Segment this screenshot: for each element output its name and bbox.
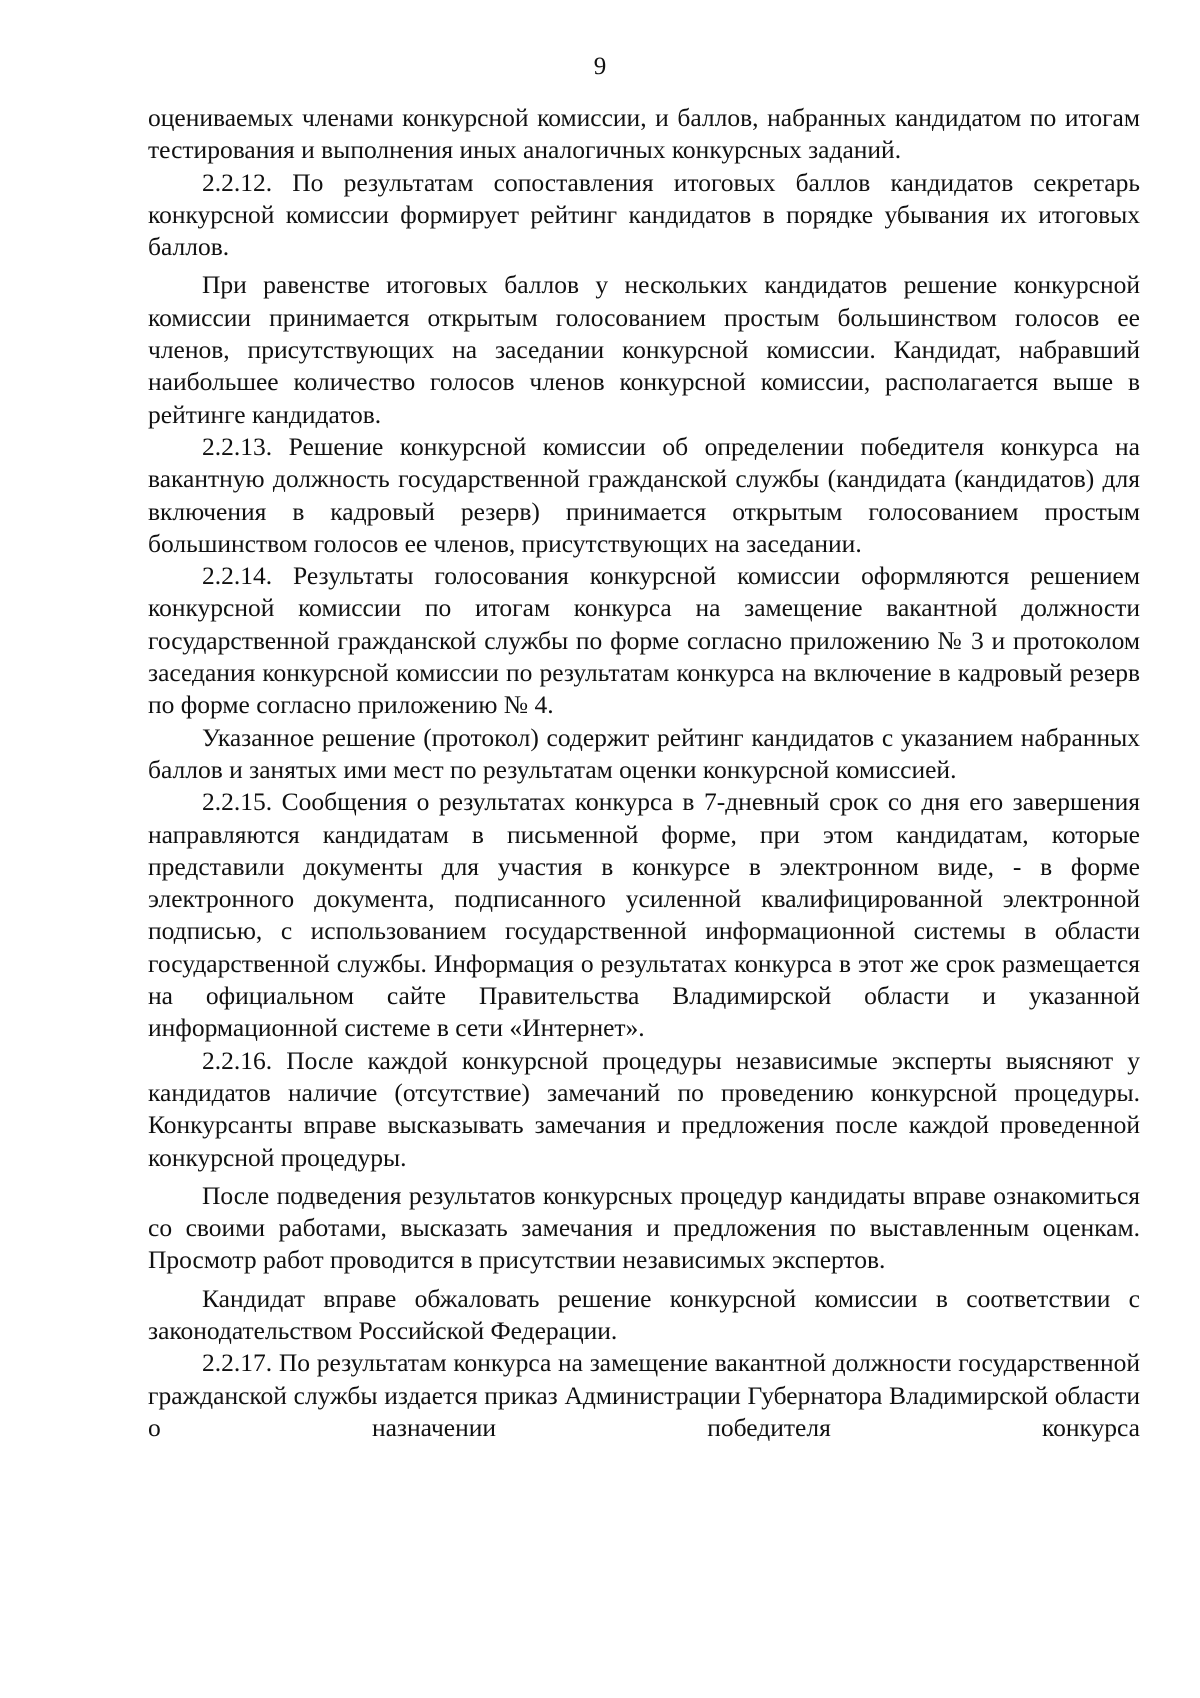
paragraph-2-2-13: 2.2.13. Решение конкурсной комиссии об определении победителя конкурса на вакантную должность государственной гражданской службы (кандидата (кандидатов) для включения в кадровый резерв) принимается открытым голосованием простым большинством голосов ее членов, присутствующих на заседании. [148, 431, 1140, 558]
paragraph-2-2-14: 2.2.14. Результаты голосования конкурсной комиссии оформляются решением конкурсной комиссии по итогам конкурса на замещение вакантной должности государственной гражданской службы по форме согласно приложению № 3 и протоколом заседания конкурсной комиссии по результатам конкурса на включение в кадровый резерв по форме согласно приложению № 4. [148, 561, 1140, 720]
paragraph-2-2-12: 2.2.12. По результатам сопоставления итоговых баллов кандидатов секретарь конкурсной комиссии формирует рейтинг кандидатов в порядке убывания их итоговых баллов. [148, 167, 1140, 262]
paragraph-rating-protocol: Указанное решение (протокол) содержит рейтинг кандидатов с указанием набранных баллов и занятых ими мест по результатам оценки конкурсной комиссией. [148, 722, 1140, 784]
paragraph-appeal: Кандидат вправе обжаловать решение конкурсной комиссии в соответствии с законодательством Российской Федерации. [148, 1283, 1140, 1345]
paragraph-review-works: После подведения результатов конкурсных процедур кандидаты вправе ознакомиться со своими работами, высказать замечания и предложения по выставленным оценкам. Просмотр работ проводится в присутствии независимых экспертов. [148, 1180, 1140, 1275]
paragraph-equal-scores: При равенстве итоговых баллов у нескольких кандидатов решение конкурсной комиссии принимается открытым голосованием простым большинством голосов ее членов, присутствующих на заседании конкурсной комиссии. Кандидат, набравший наибольшее количество голосов членов конкурсной комиссии, располагается выше в рейтинге кандидатов. [148, 270, 1140, 429]
paragraph-2-2-15: 2.2.15. Сообщения о результатах конкурса в 7-дневный срок со дня его завершения направляются кандидатам в письменной форме, при этом кандидатам, которые представили документы для участия в конкурсе в электронном виде, - в форме электронного документа, подписанного усиленной квалифицированной электронной подписью, с использованием государственной информационной системы в области государственной службы. Информация о результатах конкурса в этот же срок размещается на официальном сайте Правительства Владимирской области и указанной информационной системе в сети «Интернет». [148, 787, 1140, 1043]
document-text [148, 102, 1140, 1444]
paragraph-2-2-16: 2.2.16. После каждой конкурсной процедуры независимые эксперты выясняют у кандидатов наличие (отсутствие) замечаний по проведению конкурсной процедуры. Конкурсанты вправе высказывать замечания и предложения после каждой проведенной конкурсной процедуры. [148, 1045, 1140, 1172]
paragraph-continuation: оцениваемых членами конкурсной комиссии, и баллов, набранных кандидатом по итогам тестирования и выполнения иных аналогичных конкурсных заданий. [148, 103, 1140, 165]
page-number: 9 [593, 53, 607, 80]
paragraph-2-2-17: 2.2.17. По результатам конкурса на замещение вакантной должности государственной гражданской службы издается приказ Администрации Губернатора Владимирской области о назначении победителя конкурса [148, 1348, 1140, 1442]
